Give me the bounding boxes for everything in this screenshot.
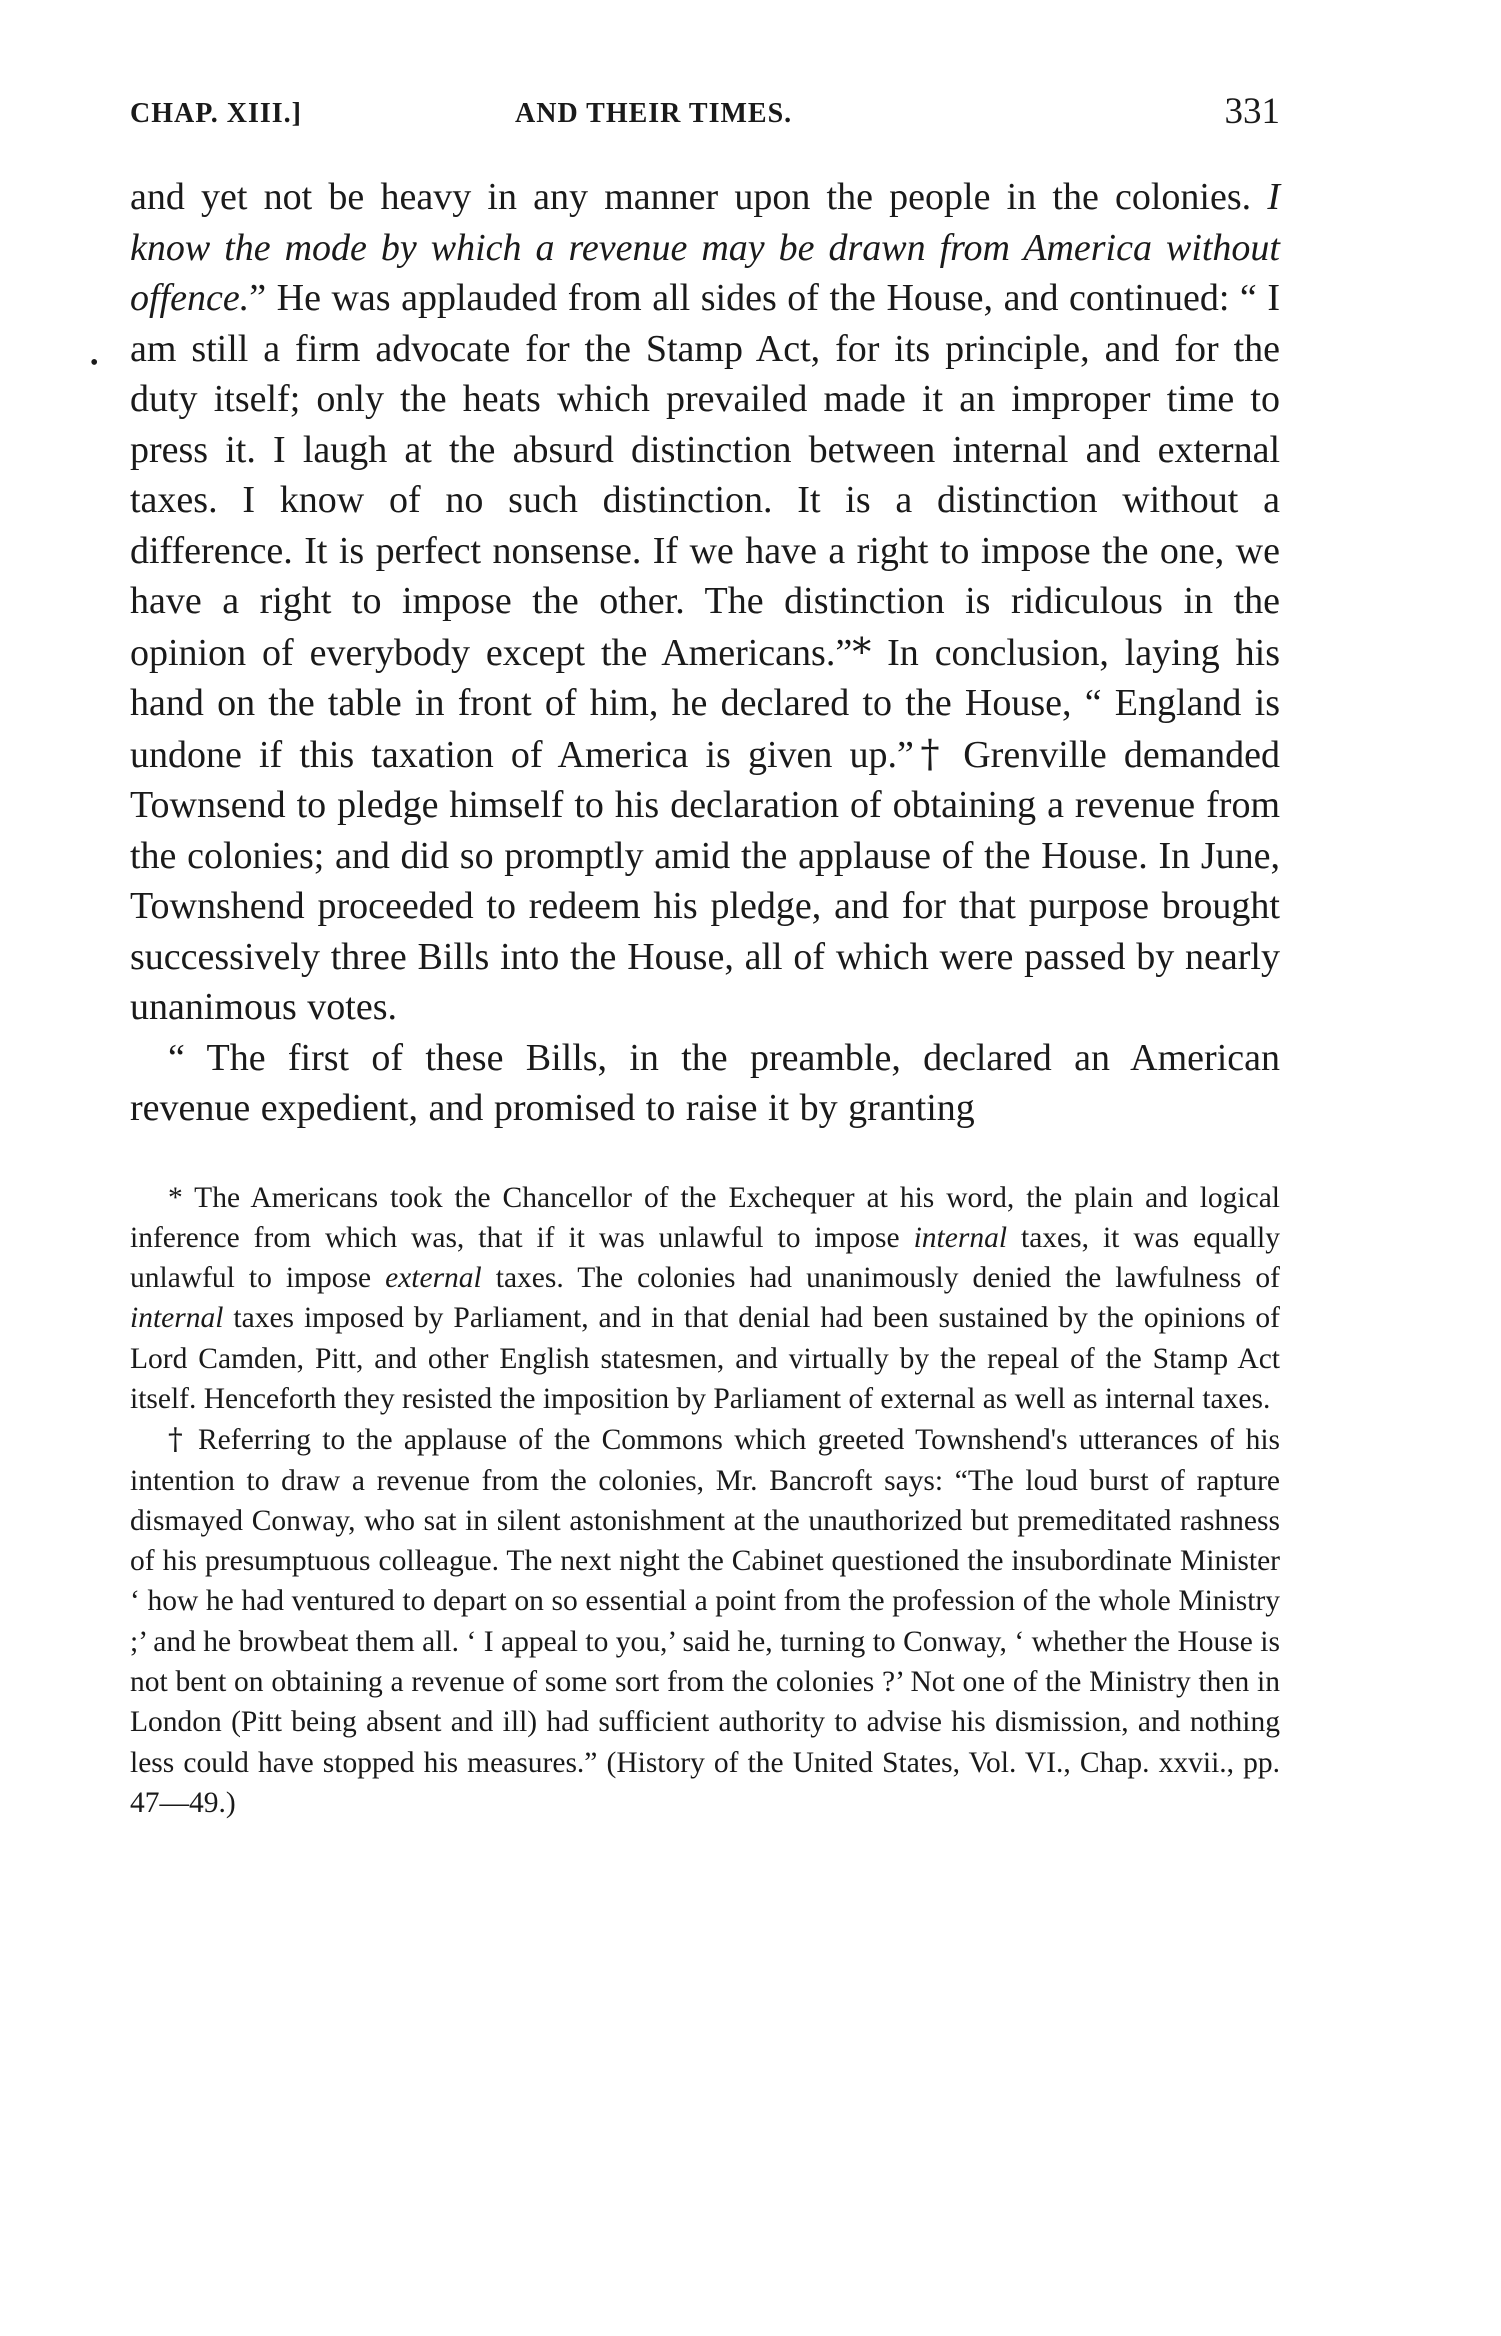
running-title: AND THEIR TIMES. bbox=[515, 98, 793, 129]
paragraph-1 bbox=[130, 172, 1280, 1033]
p1-sentence-5: Grenville demanded Townsend to pledge himself to his declaration of obtaining a revenue from the colonies; and did so promptly amid the applause of the House. In June, Townshend proceeded to redeem his pledge, and for that purpose brought successively three Bills into the House, all of which were passed by nearly unanimous votes. bbox=[130, 733, 1281, 1028]
footnote-1-text-c: taxes. The colonies had unanimously denied the lawfulness of bbox=[481, 1262, 1280, 1295]
page-number: 331 bbox=[1224, 91, 1280, 132]
footnote-1-text-a: The Americans took the Chancellor of the Exchequer at his word, the plain and logical inference from which was, that if it was unlawful to impose bbox=[130, 1181, 1280, 1254]
footnotes bbox=[130, 1178, 1280, 1824]
p1-sentence-4: In conclusion, laying his hand on the table in front of him, he declared to the House, “ England is undone if this taxation of America is given up.” bbox=[130, 631, 1280, 776]
p1-sentence-1: and yet not be heavy in any manner upon the people in the colonies. bbox=[130, 176, 1268, 218]
footnote-2 bbox=[130, 1419, 1280, 1823]
footnote-1-mark: * bbox=[168, 1181, 183, 1214]
footnote-1-italic-a: internal bbox=[913, 1221, 1008, 1254]
main-text bbox=[130, 172, 1280, 1134]
book-page bbox=[90, 90, 1281, 1823]
footnote-2-text: Referring to the applause of the Commons which greeted Townshend's utterances of his intention to draw a revenue from the colonies, Mr. Bancroft says: “The loud burst of rapture dismayed Conway, who sat in silent astonishment at the unauthorized but premeditated rashness of his presumptuous colleague. The next night the Cabinet questioned the insubordinate Minister ‘ how he had ventured to depart on so essential a point from the profession of the whole Ministry ;’ and he browbeat them all. ‘ I appeal to you,’ said he, turning to Conway, ‘ whether the House is not bent on obtaining a revenue of some sort from the colonies ?’ Not one of the Ministry then in London (Pitt being absent and ill) had sufficient authority to advise his dismission, and nothing less could have stopped his measures.” (History of the United States, Vol. VI., Chap. xxvii., pp. 47—49.) bbox=[130, 1424, 1281, 1819]
footnote-1-italic-b: external bbox=[385, 1262, 482, 1295]
footnote-1-text-b: taxes, it was equally unlawful to impose bbox=[130, 1221, 1280, 1295]
footnote-2-mark: † bbox=[168, 1422, 187, 1457]
footnote-1-text-d: taxes imposed by Parliament, and in that denial had been sustained by the opinions of Lord Camden, Pitt, and other English statesmen, and virtually by the repeal of the Stamp Act itself. Henceforth they resisted the imposition by Parliament of external as well as internal taxes. bbox=[130, 1302, 1280, 1415]
p1-italic-quote: I know the mode by which a revenue may be drawn from America without offence. bbox=[130, 176, 1280, 319]
chapter-label: CHAP. XIII.] bbox=[130, 98, 302, 129]
footnote-1-italic-c: internal bbox=[130, 1302, 224, 1335]
running-head bbox=[130, 90, 1280, 150]
margin-mark: • bbox=[90, 350, 99, 376]
footnote-ref-2: † bbox=[913, 731, 947, 776]
footnote-ref-1: * bbox=[852, 629, 872, 674]
paragraph-2: “ The first of these Bills, in the preamble, declared an American revenue expedient, and promised to raise it by granting bbox=[130, 1036, 1280, 1129]
footnote-1 bbox=[130, 1178, 1280, 1420]
p1-sentence-3: ” He was applauded from all sides of the House, and continued: “ I am still a firm advocate for the Stamp Act, for its principle, and for the duty itself; only the heats which prevailed made it an improper time to press it. I laugh at the absurd distinction between internal and external taxes. I know of no such distinction. It is a distinction without a difference. It is perfect nonsense. If we have a right to impose the one, we have a right to impose the other. The distinction is ridiculous in the opinion of everybody except the Americans.” bbox=[130, 277, 1280, 674]
